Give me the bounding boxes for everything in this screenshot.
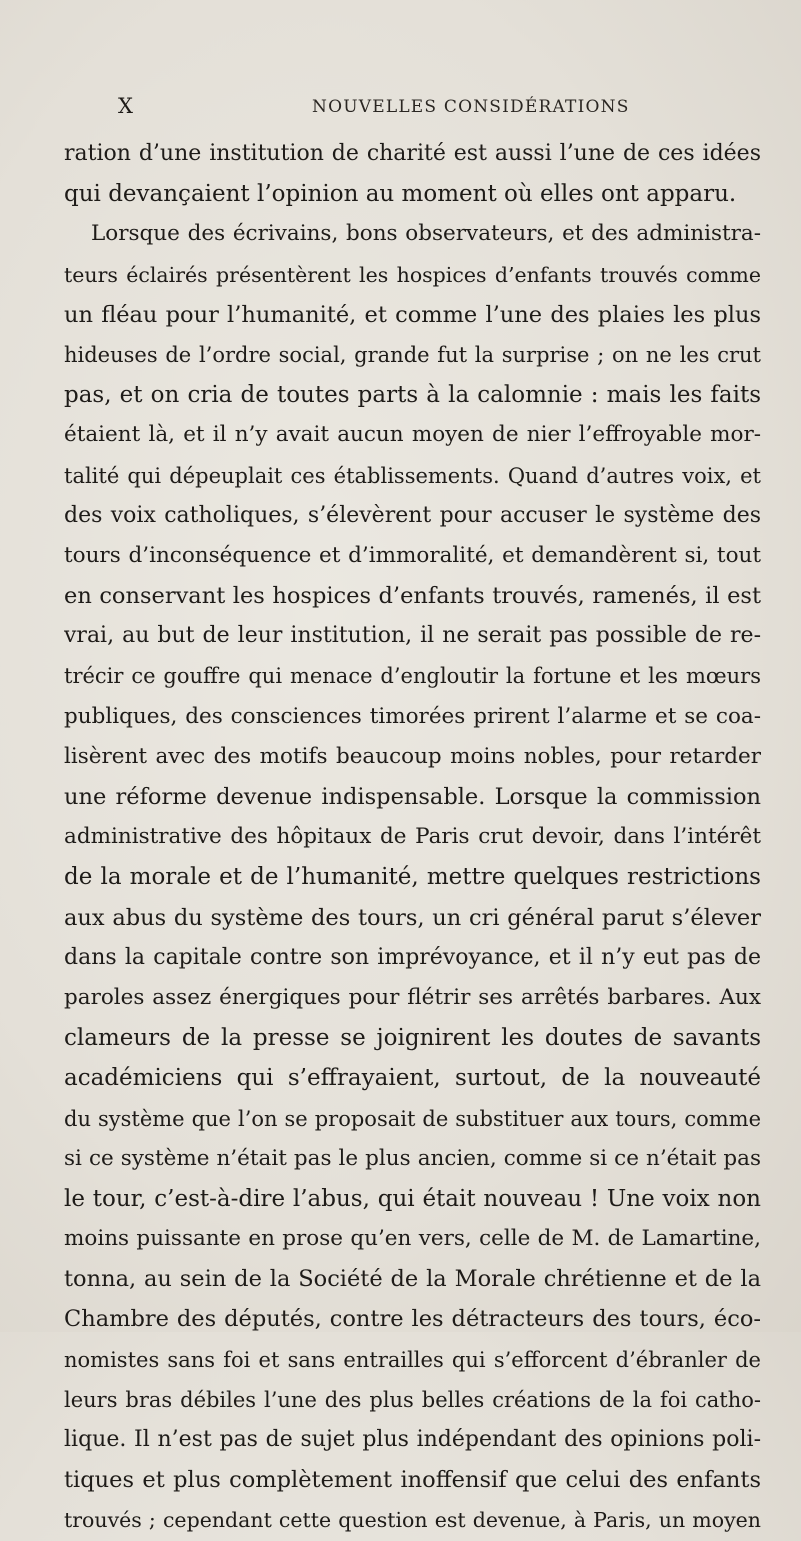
text-line: des voix catholiques, s’élevèrent pour accuser le système des — [64, 502, 761, 528]
text-line: le tour, c’est-à-dire l’abus, qui était nouveau ! Une voix non — [64, 1185, 761, 1212]
running-head: NOUVELLES CONSIDÉRATIONS — [312, 97, 630, 117]
text-line: lisèrent avec des motifs beaucoup moins nobles, pour retarder — [64, 743, 761, 769]
text-line: Lorsque des écrivains, bons observateurs, et des administra- — [91, 221, 761, 247]
text-line: administrative des hôpitaux de Paris crut devoir, dans l’intérêt — [64, 824, 761, 850]
text-line: moins puissante en prose qu’en vers, celle de M. de Lamartine, — [64, 1226, 761, 1252]
text-line: nomistes sans foi et sans entrailles qui s’efforcent d’ébranler de — [64, 1347, 761, 1372]
text-line: leurs bras débiles l’une des plus belles créations de la foi catho- — [64, 1387, 761, 1412]
text-line: tonna, au sein de la Société de la Morale chrétienne et de la — [64, 1266, 761, 1293]
text-line: vrai, au but de leur institution, il ne serait pas possible de re- — [64, 623, 761, 649]
text-line: aux abus du système des tours, un cri général parut s’élever — [64, 904, 761, 931]
text-line: académiciens qui s’effrayaient, surtout, de la nouveauté — [64, 1065, 761, 1092]
text-line: talité qui dépeuplait ces établissements. Quand d’autres voix, et — [64, 463, 761, 488]
text-line: clameurs de la presse se joignirent les doutes de savants — [64, 1025, 761, 1052]
text-line: étaient là, et il n’y avait aucun moyen de nier l’effroyable mor- — [64, 422, 761, 448]
text-line: en conservant les hospices d’enfants trouvés, ramenés, il est — [64, 583, 761, 610]
page-number: X — [118, 94, 133, 118]
text-line: tiques et plus complètement inoffensif que celui des enfants — [64, 1467, 761, 1494]
text-line: si ce système n’était pas le plus ancien, comme si ce n’était pas — [64, 1145, 761, 1171]
text-line: un fléau pour l’humanité, et comme l’une des plaies les plus — [64, 301, 761, 328]
text-line: du système que l’on se proposait de substituer aux tours, comme — [64, 1106, 761, 1131]
text-line: paroles assez énergiques pour flétrir ses arrêtés barbares. Aux — [64, 984, 761, 1010]
text-line: tours d’inconséquence et d’immoralité, et demandèrent si, tout — [64, 542, 761, 568]
text-line: teurs éclairés présentèrent les hospices d’enfants trouvés comme — [64, 262, 761, 287]
text-line: Chambre des députés, contre les détracteurs des tours, éco- — [64, 1306, 761, 1333]
text-line: trécir ce gouffre qui menace d’engloutir la fortune et les mœurs — [64, 664, 761, 689]
text-line: ration d’une institution de charité est aussi l’une de ces idées — [64, 141, 761, 166]
text-line: de la morale et de l’humanité, mettre quelques restrictions — [64, 864, 761, 891]
text-line: dans la capitale contre son imprévoyance, et il n’y eut pas de — [64, 944, 761, 970]
text-line: hideuses de l’ordre social, grande fut la surprise ; on ne les crut — [64, 342, 761, 367]
text-line: pas, et on cria de toutes parts à la calomnie : mais les faits — [64, 382, 761, 409]
text-line: trouvés ; cependant cette question est devenue, à Paris, un moyen — [64, 1508, 761, 1533]
text-line: publiques, des consciences timorées prirent l’alarme et se coa- — [64, 703, 761, 729]
page-header — [64, 94, 761, 122]
body-text — [64, 134, 761, 1541]
text-line: qui devançaient l’opinion au moment où elles ont apparu. — [64, 181, 737, 208]
text-line: une réforme devenue indispensable. Lorsque la commission — [64, 784, 761, 810]
text-line: lique. Il n’est pas de sujet plus indépendant des opinions poli- — [64, 1427, 761, 1452]
